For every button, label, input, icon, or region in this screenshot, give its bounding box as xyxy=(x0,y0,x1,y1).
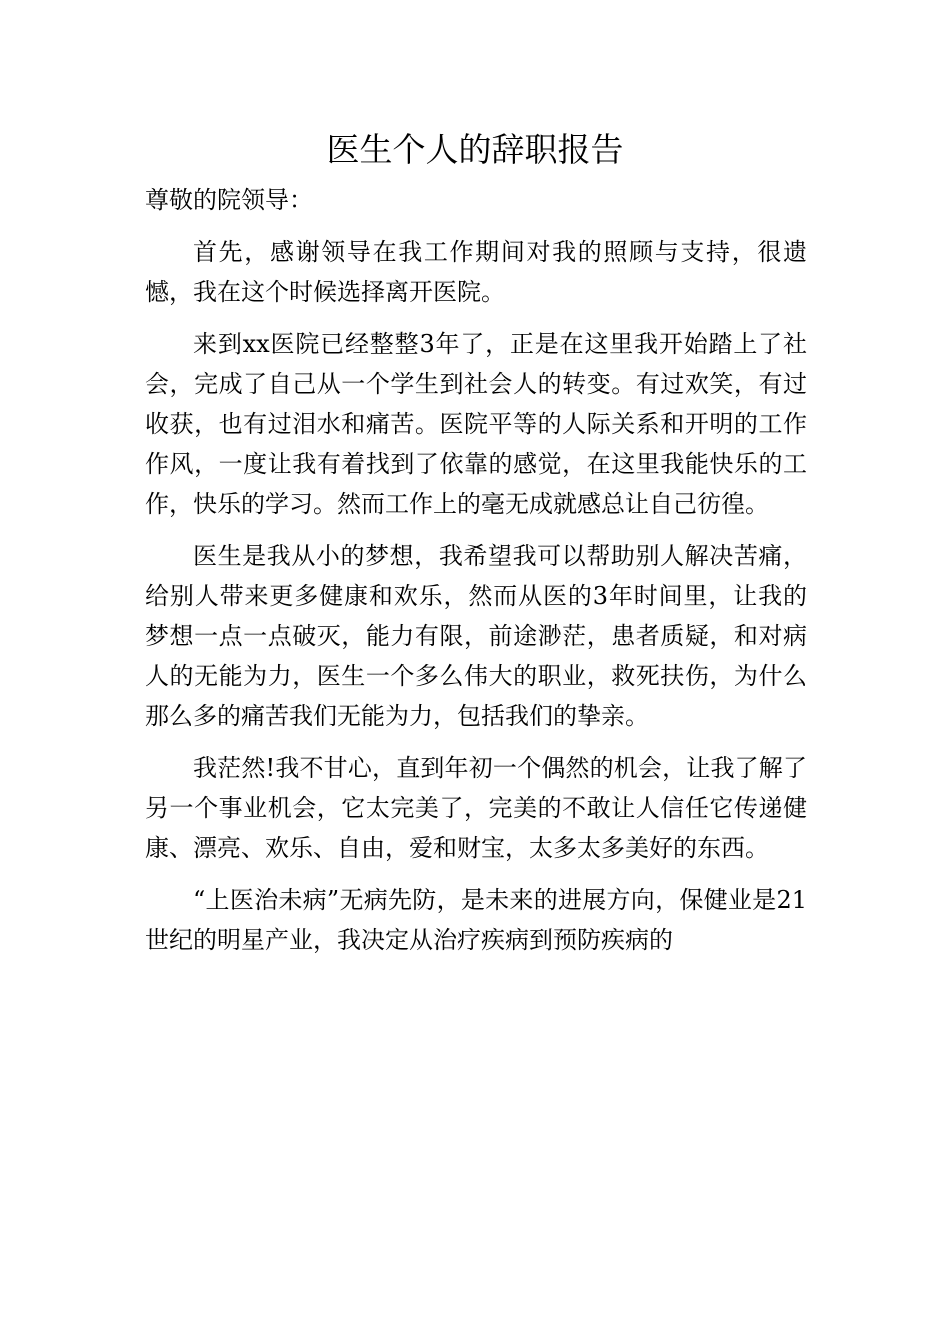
document-title: 医生个人的辞职报告 xyxy=(326,130,624,169)
paragraph-3: 医生是我从小的梦想，我希望我可以帮助别人解决苦痛，给别人带来更多健康和欢乐，然而从医的3年时间里，让我的梦想一点一点破灭，能力有限，前途渺茫，患者质疑，和对病人的无能为力，医生一个多么伟大的职业，救死扶伤，为什么那么多的痛苦我们无能为力，包括我们的挚亲。 xyxy=(145,542,807,730)
salutation: 尊敬的院领导： xyxy=(145,186,313,214)
paragraph-2: 来到xx医院已经整整3年了，正是在这里我开始踏上了社会，完成了自己从一个学生到社会人的转变。有过欢笑，有过收获，也有过泪水和痛苦。医院平等的人际关系和开明的工作作风，一度让我有着找到了依靠的感觉，在这里我能快乐的工作，快乐的学习。然而工作上的毫无成就感总让自己彷徨。 xyxy=(145,330,807,518)
paragraph-4: 我茫然!我不甘心，直到年初一个偶然的机会，让我了解了另一个事业机会，它太完美了，完美的不敢让人信任它传递健康、漂亮、欢乐、自由，爱和财宝，太多太多美好的东西。 xyxy=(145,754,807,862)
paragraph-1: 首先，感谢领导在我工作期间对我的照顾与支持，很遗憾，我在这个时候选择离开医院。 xyxy=(145,238,807,306)
document-body xyxy=(145,180,807,960)
paragraph-5: “上医治未病”无病先防，是未来的进展方向，保健业是21世纪的明星产业，我决定从治疗疾病到预防疾病的 xyxy=(145,886,807,954)
